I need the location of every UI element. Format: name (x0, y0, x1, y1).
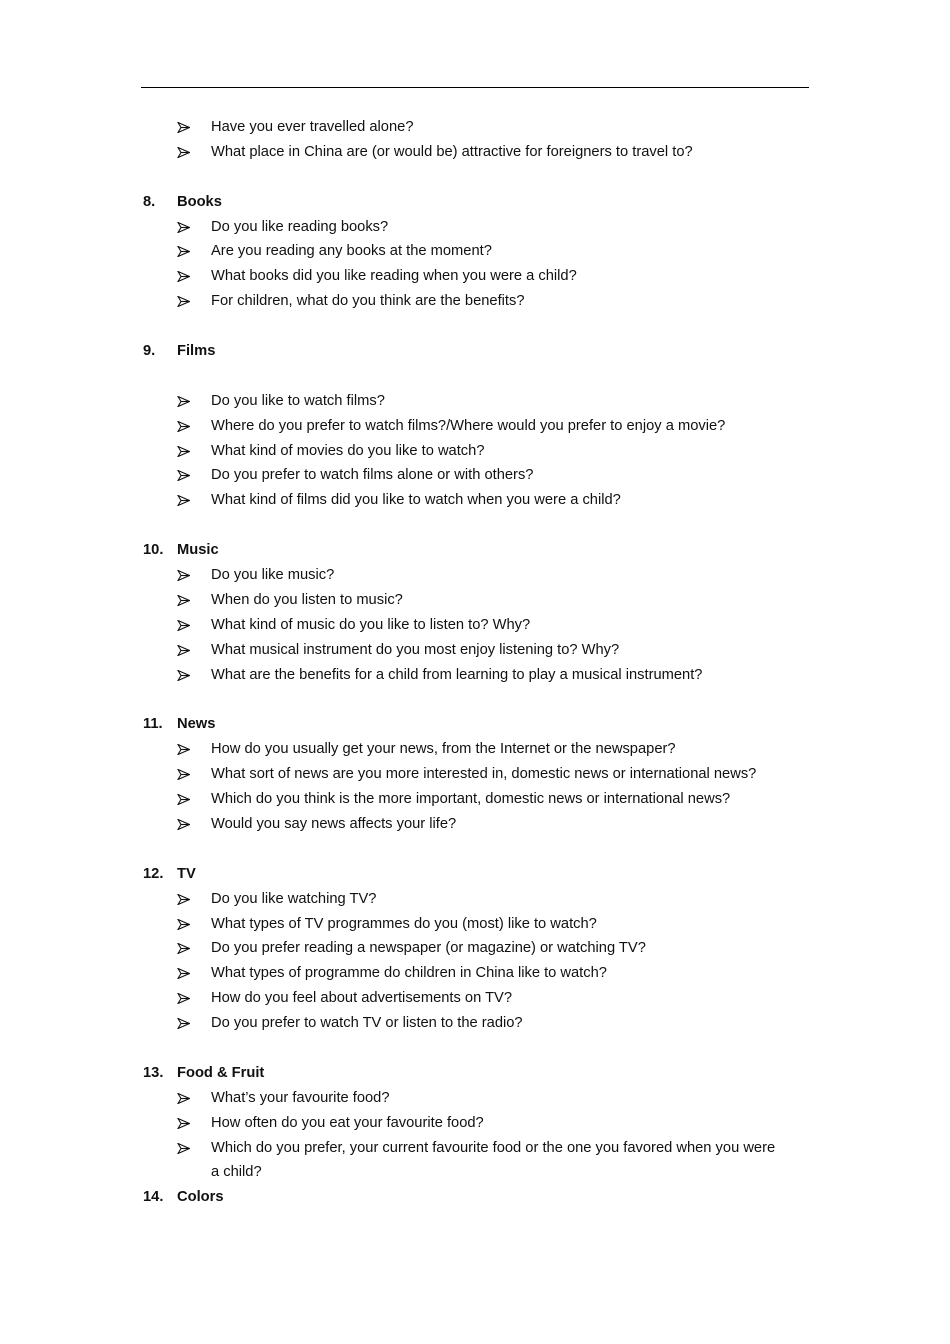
question-text: Do you like watching TV? (211, 890, 377, 907)
question-text: Have you ever travelled alone? (211, 119, 414, 135)
section-heading (0, 1061, 950, 1086)
question-text: What kind of films did you like to watch when you were a child? (211, 492, 621, 509)
section-title: Food & Fruit (177, 1064, 265, 1081)
question-text: Do you prefer to watch TV or listen to the radio? (211, 1015, 523, 1032)
section-heading (0, 862, 950, 887)
list-item (0, 787, 950, 812)
list-item-continuation (0, 1160, 950, 1185)
arrow-bullet-icon (177, 264, 191, 289)
arrow-bullet-icon (177, 912, 191, 937)
section-title: News (177, 716, 216, 733)
list-item (0, 961, 950, 986)
arrow-bullet-icon (177, 787, 191, 812)
section-title: Films (177, 343, 216, 360)
list-item (0, 1111, 950, 1136)
question-text: What’s your favourite food? (211, 1089, 390, 1106)
question-text: For children, what do you think are the benefits? (211, 293, 525, 310)
list-item (0, 986, 950, 1011)
question-list (0, 115, 950, 1210)
section-title: Books (177, 193, 222, 210)
arrow-bullet-icon (177, 1136, 191, 1161)
arrow-bullet-icon (177, 663, 191, 688)
question-text: Would you say news affects your life? (211, 815, 457, 832)
section-title: Music (177, 542, 219, 559)
question-text: Do you like music? (211, 567, 335, 584)
question-text: What types of TV programmes do you (most) like to watch? (211, 915, 597, 932)
list-item (0, 215, 950, 240)
list-item (0, 115, 950, 140)
section-number: 9. (143, 343, 156, 360)
list-item (0, 912, 950, 937)
question-text: Which do you think is the more important, domestic news or international news? (211, 791, 731, 808)
question-text: How do you usually get your news, from the Internet or the newspaper? (211, 741, 676, 758)
arrow-bullet-icon (177, 239, 191, 264)
arrow-bullet-icon (177, 936, 191, 961)
arrow-bullet-icon (177, 215, 191, 240)
list-item (0, 439, 950, 464)
list-item (0, 737, 950, 762)
list-item (0, 887, 950, 912)
question-text: How often do you eat your favourite food? (211, 1114, 484, 1131)
arrow-bullet-icon (177, 588, 191, 613)
arrow-bullet-icon (177, 289, 191, 314)
question-text: Where do you prefer to watch films?/Where would you prefer to enjoy a movie? (211, 417, 726, 434)
arrow-bullet-icon (177, 1011, 191, 1036)
list-item (0, 264, 950, 289)
question-text: Do you prefer to watch films alone or with others? (211, 467, 534, 484)
list-item (0, 140, 950, 165)
arrow-bullet-icon (177, 414, 191, 439)
question-text: What are the benefits for a child from learning to play a musical instrument? (211, 666, 703, 683)
arrow-bullet-icon (177, 812, 191, 837)
section-heading (0, 712, 950, 737)
arrow-bullet-icon (177, 762, 191, 787)
arrow-bullet-icon (177, 563, 191, 588)
section-number: 14. (143, 1189, 164, 1206)
section-number: 10. (143, 542, 164, 559)
arrow-bullet-icon (177, 887, 191, 912)
arrow-bullet-icon (177, 115, 191, 140)
list-item (0, 1086, 950, 1111)
list-item (0, 239, 950, 264)
question-text: a child? (211, 1164, 262, 1181)
list-item (0, 563, 950, 588)
question-text: Do you prefer reading a newspaper (or magazine) or watching TV? (211, 940, 646, 957)
question-text: Do you like reading books? (211, 218, 389, 235)
arrow-bullet-icon (177, 463, 191, 488)
question-text: When do you listen to music? (211, 591, 403, 608)
section-heading (0, 538, 950, 563)
section-number: 11. (143, 716, 163, 733)
question-text: How do you feel about advertisements on TV? (211, 990, 513, 1007)
list-item (0, 414, 950, 439)
arrow-bullet-icon (177, 140, 191, 165)
question-text: What kind of movies do you like to watch? (211, 442, 485, 459)
list-item (0, 389, 950, 414)
list-item (0, 289, 950, 314)
question-text: Are you reading any books at the moment? (211, 243, 492, 260)
list-item (0, 488, 950, 513)
list-item (0, 936, 950, 961)
section-heading (0, 339, 950, 364)
list-item (0, 812, 950, 837)
list-item (0, 588, 950, 613)
arrow-bullet-icon (177, 613, 191, 638)
question-text: What musical instrument do you most enjoy listening to? Why? (211, 641, 620, 658)
question-text: What place in China are (or would be) attractive for foreigners to travel to? (211, 143, 693, 160)
question-text: Do you like to watch films? (211, 392, 385, 409)
section-number: 8. (143, 193, 156, 210)
question-text: What sort of news are you more interested in, domestic news or international news? (211, 766, 757, 783)
list-item (0, 463, 950, 488)
section-number: 13. (143, 1064, 164, 1081)
arrow-bullet-icon (177, 1086, 191, 1111)
question-text: What kind of music do you like to listen to? Why? (211, 616, 531, 633)
arrow-bullet-icon (177, 638, 191, 663)
arrow-bullet-icon (177, 737, 191, 762)
list-item (0, 1011, 950, 1036)
header-rule (141, 87, 809, 88)
question-text: Which do you prefer, your current favourite food or the one you favored when you were (211, 1139, 776, 1156)
list-item (0, 613, 950, 638)
section-title: TV (177, 865, 196, 882)
arrow-bullet-icon (177, 488, 191, 513)
arrow-bullet-icon (177, 986, 191, 1011)
section-number: 12. (143, 865, 164, 882)
arrow-bullet-icon (177, 389, 191, 414)
section-heading (0, 190, 950, 215)
question-text: What types of programme do children in China like to watch? (211, 965, 607, 982)
section-heading (0, 1185, 950, 1210)
list-item (0, 1136, 950, 1161)
arrow-bullet-icon (177, 961, 191, 986)
list-item (0, 638, 950, 663)
section-title: Colors (177, 1189, 224, 1206)
list-item (0, 663, 950, 688)
arrow-bullet-icon (177, 439, 191, 464)
list-item (0, 762, 950, 787)
question-text: What books did you like reading when you were a child? (211, 268, 577, 285)
arrow-bullet-icon (177, 1111, 191, 1136)
